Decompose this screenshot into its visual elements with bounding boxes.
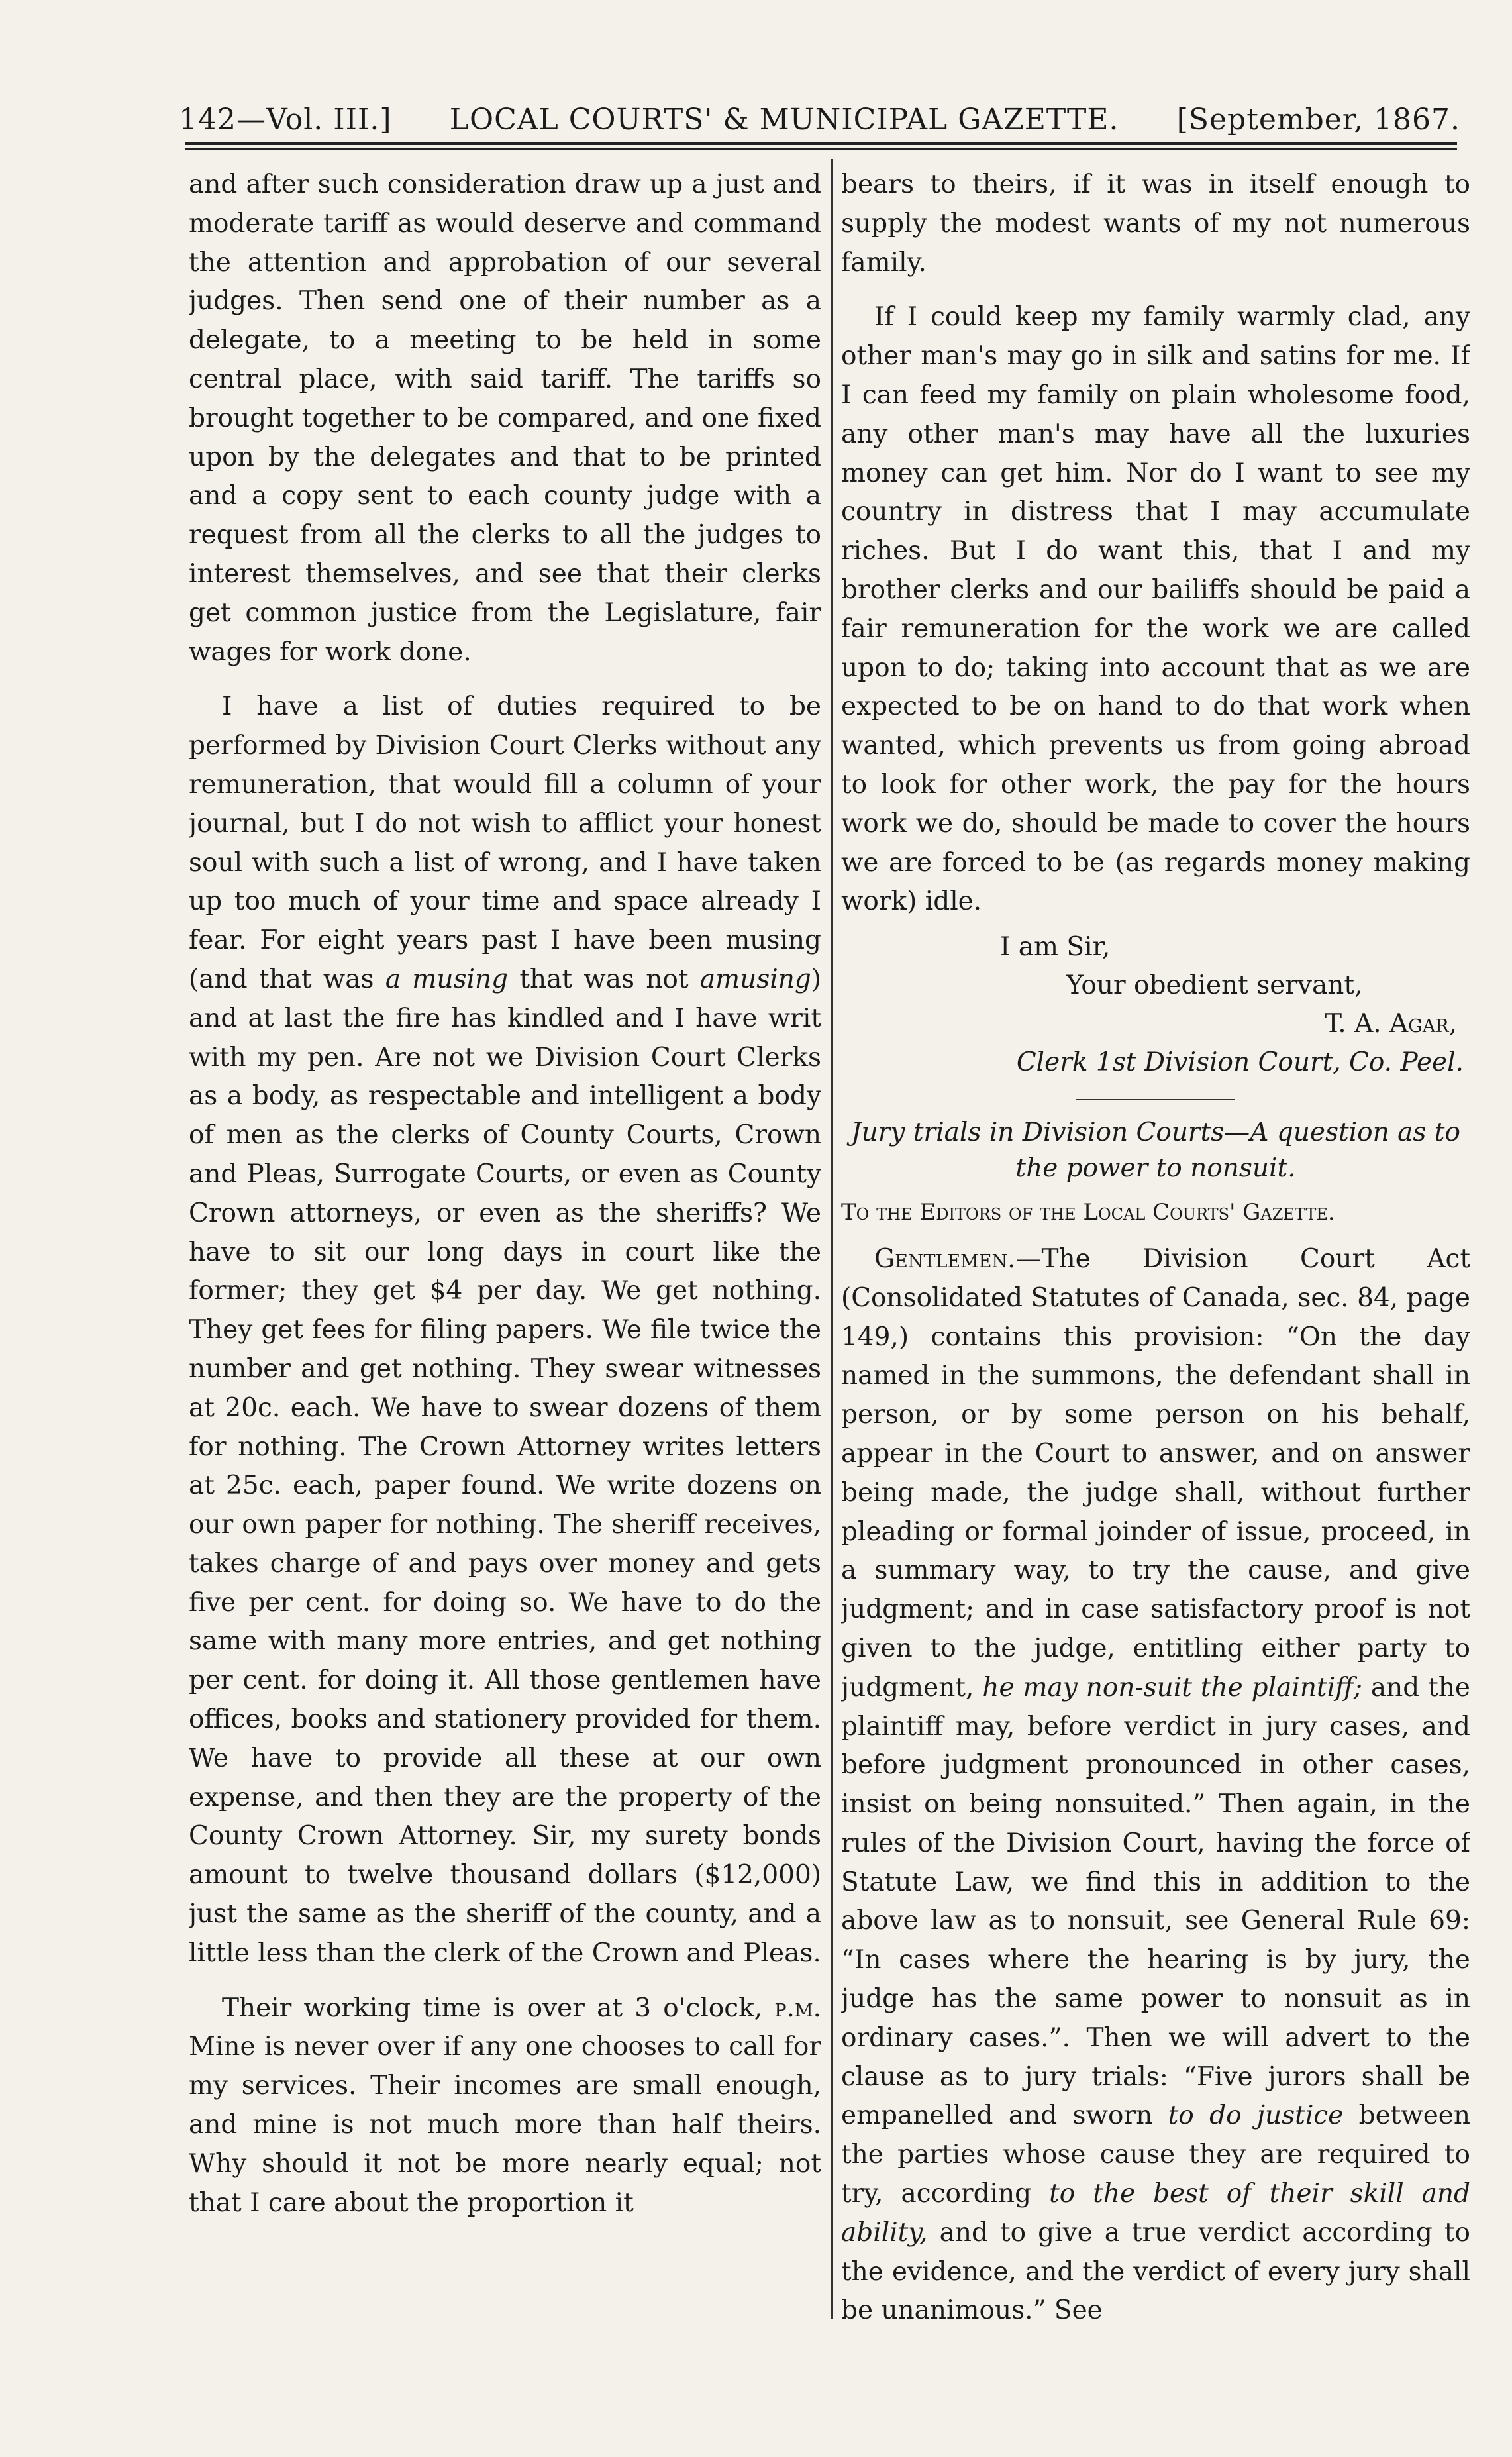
text-run: that was not [508,964,700,994]
article-title: Jury trials in Division Courts—A question as to the power to nonsuit. [851,1118,1460,1184]
issue-date: [September, 1867. [1176,102,1460,136]
page-number-volume: 142—Vol. III.] [179,102,392,136]
page-header [179,93,1460,146]
text-run: between the parties whose cause they are required to try, according [841,2101,1470,2209]
article-address: To the Editors of the Local Courts' Gazette. [841,1199,1335,1226]
text-run: and to give a true verdict according to the evidence, and the verdict of every jury shall be unanimous.” See [841,2217,1470,2326]
text-run: Mine is never over if any one chooses to call for my services. Their incomes are small enough, and mine is not much more than half theirs. Why should it not be more nearly equal; not that I care about the proportion it [189,2032,821,2218]
text-run: —The Division Court Act (Consolidated Statutes of Canada, sec. 84, page 149,) contains this provision: “On the day named in the summons, the defendant shall in person, or by some person on his behalf, appear in the Court to answer, and on answer being made, the judge shall, without further pleading or formal joinder of issue, proceed, in a summary way, to try the cause, and give judgment; and in case satisfactory proof is not given to the judge, entitling either party to judgment, [841,1243,1470,1702]
paragraph-continued: bears to theirs, if it was in itself enough to supply the modest wants of my not numerous family. [841,170,1470,278]
paragraph-family: If I could keep my family warmly clad, any other man's may go in silk and satins for me. If I can feed my family on plain wholesome food, any other man's may have all the luxuries money can get him. Nor do I want to see my country in distress that I may accumulate riches. But I do want this, that I and my brother clerks and our bailiffs should be paid a fair remuneration for the work we are called upon to do; taking into account that as we are expected to be on hand to do that work when wanted, which prevents us from going abroad to look for other work, the pay for the hours work we do, should be made to cover the hours we are forced to be (as regards money making work) idle. [841,302,1470,917]
sig-name: T. A. Agar, [1325,1009,1457,1039]
column-divider [831,159,833,2319]
italic-phrase: he may non-suit the plaintiff; [982,1672,1362,1702]
salutation: Gentlemen. [874,1243,1016,1274]
section-divider [1076,1099,1235,1100]
signature-block [841,928,1470,1082]
italic-phrase: a musing [385,964,509,994]
paragraph-working-time [189,1989,821,2223]
pm-abbrev: p.m. [774,1993,821,2023]
header-rule-thick [185,142,1457,145]
sig-closing: Your obedient servant, [1066,970,1363,1001]
text-run: and the plaintiff may, before verdict in jury cases, and before judgment pronounced in other cases, insist on being nonsuited.” Then again, in the rules of the Division Court, having the force of Statute Law, we find this in addition to the above law as to nonsuit, see General Rule 69: “In cases where the hearing is by jury, the judge has the same power to nonsuit as in ordinary cases.”. Then we will advert to the clause as to jury trials: “Five jurors shall be empanelled and sworn [841,1672,1470,2131]
text-run: I have a list of duties required to be performed by Division Court Clerks without any remuneration, that would fill a column of your journal, but I do not wish to afflict your honest soul with such a list of wrong, and I have taken up too much of your time and space already I fear. For eight years past I have been musing (and that was [189,692,821,994]
italic-phrase: to do justice [1168,2101,1344,2131]
sig-title: Clerk 1st Division Court, Co. Peel. [1016,1047,1464,1078]
text-run: ) and at last the fire has kindled and I have writ with my pen. Are not we Division Court Clerks as a body, as respectable and intelligent a body of men as the clerks of County Courts, Crown and Pleas, Surrogate Courts, or even as County Crown attorneys, or even as the sheriffs? We have to sit our long days in court like the former; they get $4 per day. We get nothing. They get fees for filing papers. We file twice the number and get nothing. They swear witnesses at 20c. each. We have to swear dozens of them for nothing. The Crown Attorney writes letters at 25c. each, paper found. We write dozens on our own paper for nothing. The sheriff receives, takes charge of and pays over money and gets five per cent. for doing so. We have to do the same with many more entries, and get nothing per cent. for doing it. All those gentlemen have offices, books and stationery provided for them. We have to provide all these at our own expense, and then they are the property of the County Crown Attorney. Sir, my surety bonds amount to twelve thousand dollars ($12,000) just the same as the sheriff of the county, and a little less than the clerk of the Crown and Pleas. [189,964,821,1968]
paragraph-gentlemen [841,1240,1470,2330]
text-run: Their working time is over at 3 o'clock, [222,1993,775,2023]
italic-phrase: amusing [699,964,811,994]
italic-phrase: to the best of their skill and ability, [841,2179,1470,2248]
gazette-title: LOCAL COURTS' & MUNICIPAL GAZETTE. [449,102,1119,136]
header-rule-thin [185,148,1457,150]
paragraph-continued: and after such consideration draw up a just and moderate tariff as would deserve and command the attention and approbation of our several judges. Then send one of their number as a delegate, to a meeting to be held in some central place, with said tariff. The tariffs so brought together to be compared, and one fixed upon by the delegates and that to be printed and a copy sent to each county judge with a request from all the clerks to all the judges to interest themselves, and see that their clerks get common justice from the Legislature, fair wages for work done. [189,170,821,667]
left-column [189,166,821,2338]
sig-salutation: I am Sir, [1000,932,1111,963]
paragraph-list-of-duties [189,688,821,1973]
right-column [841,166,1470,2338]
